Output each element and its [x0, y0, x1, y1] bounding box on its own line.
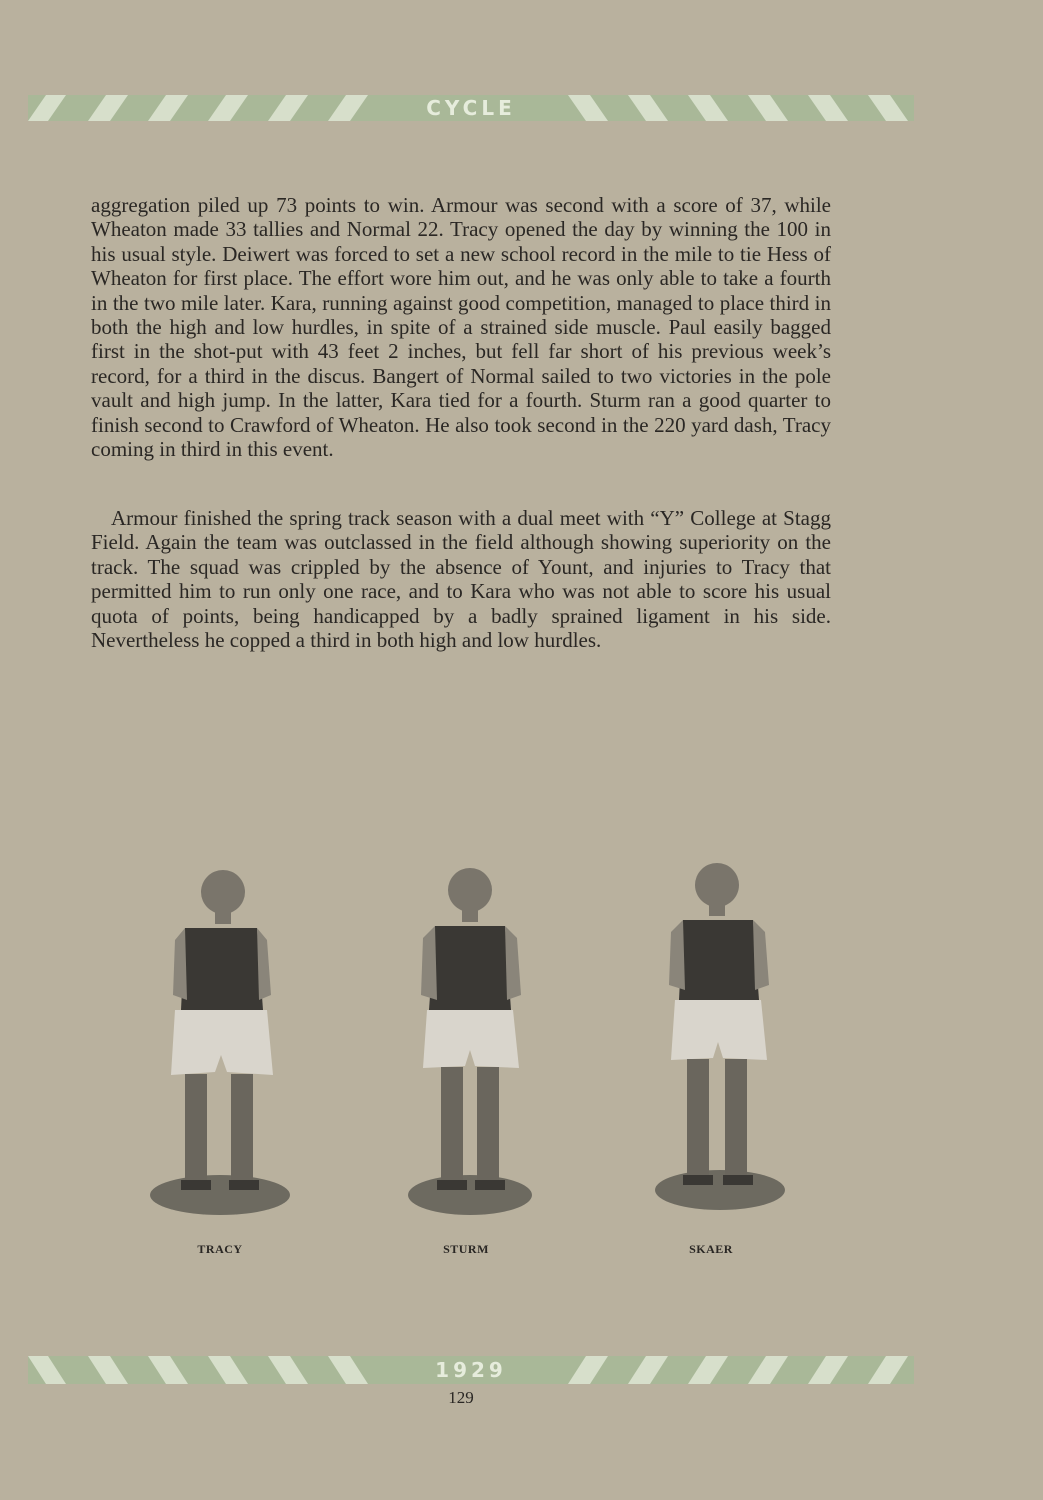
page-number: 129: [448, 1388, 474, 1407]
body-paragraph: [91, 506, 831, 652]
athlete-figure: [145, 850, 295, 1230]
band-year: 1929: [435, 1358, 507, 1382]
athlete-figure: [395, 850, 545, 1230]
photo-caption: SKAER: [689, 1242, 733, 1256]
athlete-photo-tracy: [145, 850, 295, 1230]
header-decorative-band: [28, 95, 914, 121]
body-paragraph: [91, 193, 831, 461]
paragraph-text: aggregation piled up 73 points to win. Armour was second with a score of 37, while Wheaton made 33 tallies and Normal 22. Tracy opened the day by winning the 100 in his usual style. Deiwert was forced to set a new school record in the mile to tie Hess of Wheaton for first place. The effort wore him out, and he was only able to take a fourth in the two mile later. Kara, running against good competition, managed to place third in both the high and low hurdles, in spite of a strained side muscle. Paul easily bagged first in the shot-put with 43 feet 2 inches, but fell far short of his previous week’s record, for a third in the discus. Bangert of Normal sailed to two victories in the pole vault and high jump. In the latter, Kara tied for a fourth. Sturm ran a good quarter to finish second to Crawford of Wheaton. He also took second in the 220 yard dash, Tracy coming in third in this event.: [91, 193, 831, 462]
footer-decorative-band: [28, 1356, 914, 1384]
athlete-photo-skaer: [645, 850, 795, 1230]
athlete-figure: [645, 850, 795, 1230]
paragraph-text: Armour finished the spring track season with a dual meet with “Y” College at Stagg Field. Again the team was outclassed in the field although showing superiority on the track. The squad was crippled by the absence of Yount, and injuries to Tracy that permitted him to run only one race, and to Kara who was not able to score his usual quota of points, being handicapped by a badly sprained ligament in his side. Nevertheless he copped a third in both high and low hurdles.: [91, 506, 831, 653]
photo-caption: STURM: [443, 1242, 489, 1256]
band-title: CYCLE: [426, 96, 516, 120]
photo-caption: TRACY: [197, 1242, 243, 1256]
athlete-photo-sturm: [395, 850, 545, 1230]
